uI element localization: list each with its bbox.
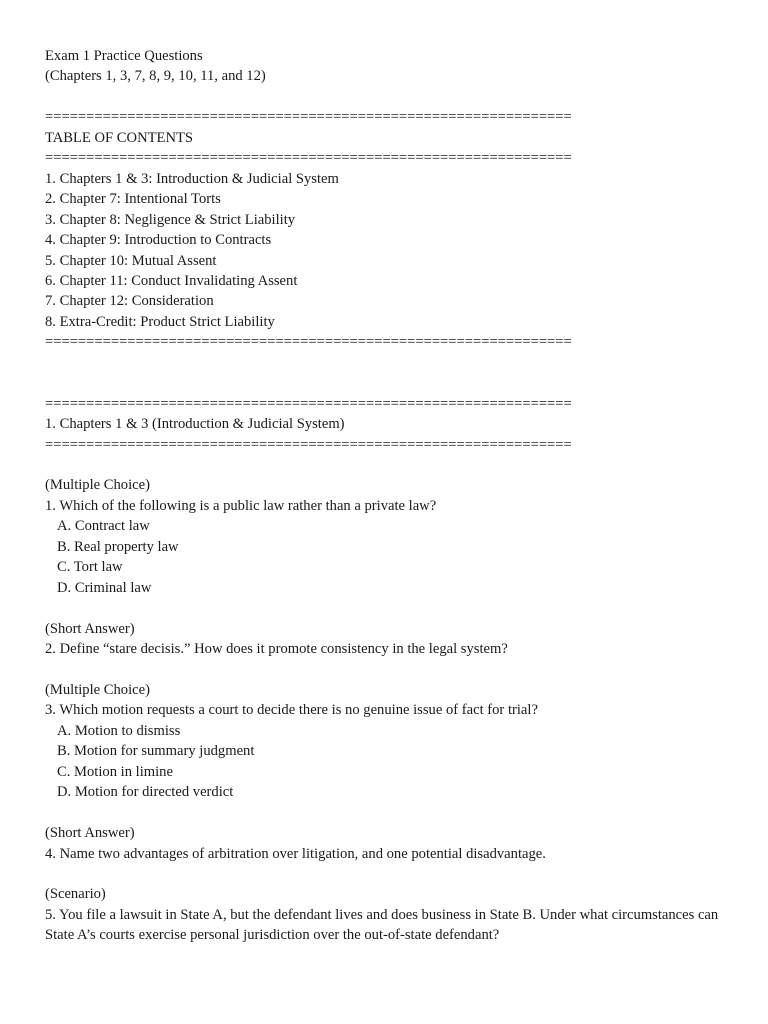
question-text: 2. Define “stare decisis.” How does it promote consistency in the legal system?	[45, 641, 508, 658]
answer-option: D. Motion for directed verdict	[57, 784, 234, 801]
toc-item: 1. Chapters 1 & 3: Introduction & Judicial System	[45, 170, 339, 187]
toc-item: 7. Chapter 12: Consideration	[45, 293, 214, 310]
toc-item: 4. Chapter 9: Introduction to Contracts	[45, 232, 272, 249]
answer-option: D. Criminal law	[57, 579, 152, 596]
question-type: (Multiple Choice)	[45, 477, 150, 494]
spacer	[45, 660, 728, 680]
spacer	[45, 87, 728, 107]
question-text: 4. Name two advantages of arbitration over litigation, and one potential disadvantage.	[45, 845, 546, 862]
answer-option: B. Real property law	[57, 538, 179, 555]
toc-item: 6. Chapter 11: Conduct Invalidating Assent	[45, 272, 298, 289]
question-text: 3. Which motion requests a court to decide there is no genuine issue of fact for trial?	[45, 702, 538, 719]
toc-item: 5. Chapter 10: Mutual Assent	[45, 252, 217, 269]
spacer	[45, 373, 728, 393]
question-text: 1. Which of the following is a public law rather than a private law?	[45, 497, 437, 514]
separator-line: ================================================================	[45, 334, 572, 351]
answer-option: B. Motion for summary judgment	[57, 743, 255, 760]
question-block	[45, 475, 728, 598]
spacer	[45, 598, 728, 618]
question-block	[45, 619, 728, 660]
toc-item: 3. Chapter 8: Negligence & Strict Liability	[45, 211, 296, 228]
spacer	[45, 864, 728, 884]
question-type: (Short Answer)	[45, 620, 135, 637]
question-text: 5. You file a lawsuit in State A, but the defendant lives and does business in State B. Under what circumstances can State A’s courts exercise personal jurisdiction over the out-of-state defendant?	[45, 906, 719, 944]
section-heading: 1. Chapters 1 & 3 (Introduction & Judicial System)	[45, 416, 345, 433]
document-subtitle: (Chapters 1, 3, 7, 8, 9, 10, 11, and 12)	[45, 68, 266, 85]
document-title: Exam 1 Practice Questions	[45, 48, 203, 64]
table-of-contents	[45, 169, 728, 333]
answer-option: A. Contract law	[57, 518, 150, 535]
question-type: (Scenario)	[45, 886, 106, 903]
answer-option: C. Motion in limine	[57, 763, 173, 780]
question-block	[45, 680, 728, 803]
spacer	[45, 803, 728, 823]
separator-line: ================================================================	[45, 109, 572, 126]
spacer	[45, 455, 728, 475]
toc-item: 8. Extra-Credit: Product Strict Liability	[45, 313, 275, 330]
question-block	[45, 884, 728, 945]
separator-line: ================================================================	[45, 436, 572, 453]
spacer	[45, 353, 728, 373]
question-type: (Multiple Choice)	[45, 681, 150, 698]
toc-heading: TABLE OF CONTENTS	[45, 129, 194, 146]
answer-option: C. Tort law	[57, 559, 123, 576]
question-block	[45, 823, 728, 864]
question-type: (Short Answer)	[45, 825, 135, 842]
answer-option: A. Motion to dismiss	[57, 722, 181, 739]
separator-line: ================================================================	[45, 150, 572, 167]
toc-item: 2. Chapter 7: Intentional Torts	[45, 191, 221, 208]
separator-line: ================================================================	[45, 395, 572, 412]
